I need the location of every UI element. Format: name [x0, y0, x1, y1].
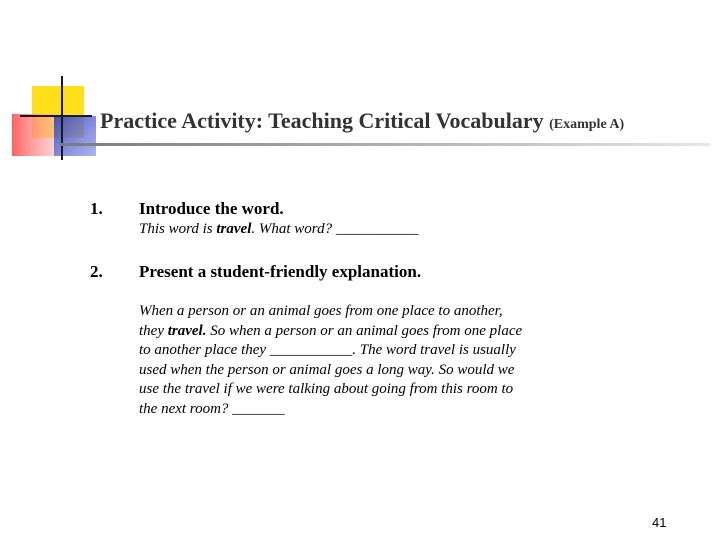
paragraph-line-6: the next room? _______: [139, 400, 285, 417]
item-number-1: 1.: [90, 199, 103, 218]
page-number: 41: [652, 515, 667, 530]
slide-title: [100, 108, 710, 134]
paragraph-line-1: When a person or an animal goes from one place to another,: [139, 303, 503, 319]
subtext-suffix: . What word? ___________: [251, 221, 419, 237]
paragraph-line-2: [139, 322, 619, 342]
item-number-2: 2.: [90, 262, 103, 281]
slide-title-suffix: (Example A): [549, 117, 625, 132]
line2-prefix: they: [139, 322, 168, 339]
paragraph-line-3: to another place they ___________. The word travel is usually: [139, 342, 516, 359]
blue-square: [54, 116, 96, 156]
paragraph-line-4: used when the person or animal goes a long way. So would we: [139, 361, 515, 378]
subtext-word: travel: [216, 221, 252, 237]
red-square: [12, 114, 54, 156]
item-heading-2: Present a student-friendly explanation.: [139, 262, 422, 281]
item-subtext-1: [139, 221, 418, 238]
title-underline-rule: [60, 143, 710, 146]
line2-word: travel.: [167, 322, 207, 339]
subtext-prefix: This word is: [139, 221, 217, 237]
explanation-paragraph: [139, 302, 619, 420]
paragraph-line-5: use the travel if we were talking about going from this room to: [139, 381, 514, 398]
line2-suffix: So when a person or an animal goes from one place: [206, 322, 523, 339]
slide-title-text: Practice Activity: Teaching Critical Vocabulary: [100, 108, 544, 133]
item-heading-1: Introduce the word.: [139, 199, 284, 218]
